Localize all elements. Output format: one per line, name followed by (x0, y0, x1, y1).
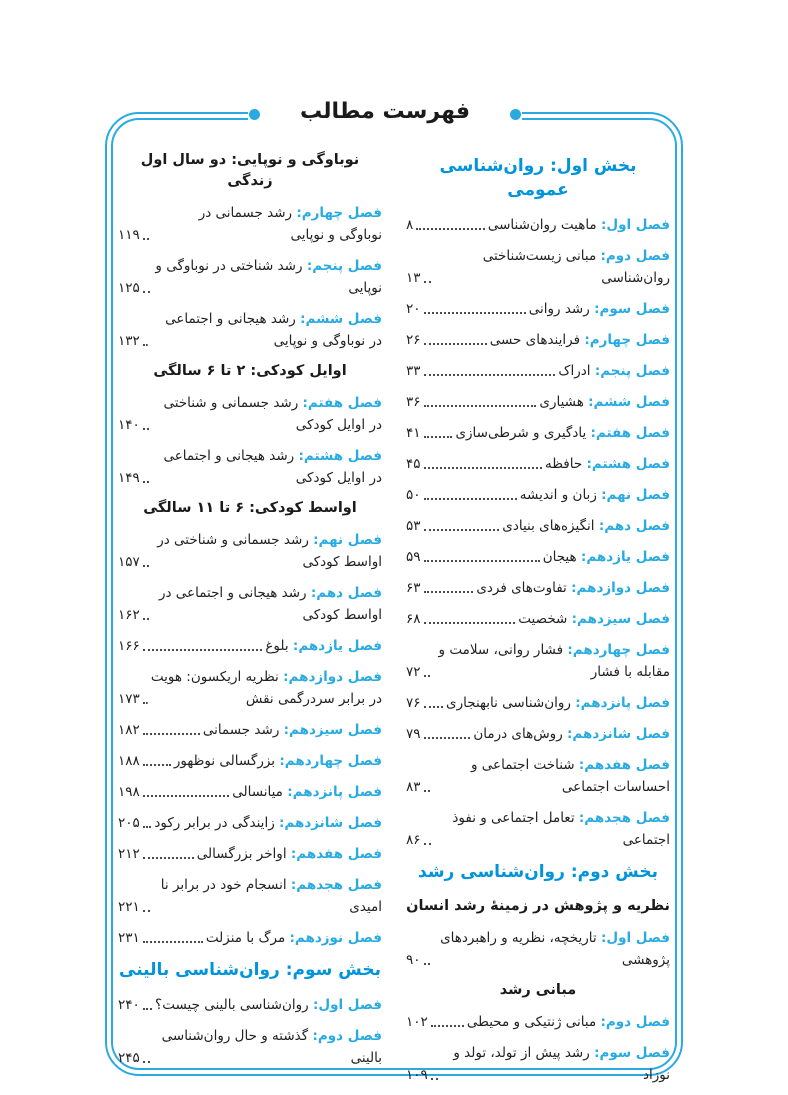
chapter-title: اواخر بزرگسالی (196, 846, 291, 862)
entry-text (433, 927, 670, 971)
page-number: ۱۷۳ (118, 691, 140, 707)
chapter-title: رشد هیجانی و اجتماعی در اواسط کودکی (158, 585, 382, 623)
entry-text (152, 392, 382, 436)
chapter-label: فصل اول: (312, 997, 382, 1013)
toc-entry (406, 245, 670, 289)
chapter-label: فصل نهم: (601, 487, 670, 503)
page-number: ۱۰۲ (406, 1014, 428, 1030)
dot-leader (424, 343, 487, 345)
page-number: ۹۰ (406, 952, 421, 968)
chapter-label: فصل ششم: (588, 394, 670, 410)
dot-leader (143, 649, 263, 651)
chapter-label: فصل دوم: (600, 1014, 670, 1030)
page-number: ۱۶۲ (118, 607, 140, 623)
toc-entry (406, 422, 670, 444)
page-number: ۱۴۹ (118, 470, 140, 486)
entry-text (152, 529, 382, 573)
entry-text (154, 812, 382, 834)
chapter-title: مرگ با منزلت (205, 930, 290, 946)
page-number: ۱۴۰ (118, 417, 140, 433)
chapter-label: فصل دوم: (312, 1028, 382, 1044)
chapter-title: رشد هیجانی و اجتماعی در اوایل کودکی (163, 448, 382, 486)
dot-leader (143, 941, 203, 943)
entry-text (545, 453, 670, 475)
entry-text (434, 245, 670, 289)
chapter-label: فصل یازدهم: (292, 638, 382, 654)
entry-text (151, 308, 382, 352)
dot-leader (424, 529, 500, 531)
page-number: ۲۶ (406, 332, 421, 348)
chapter-title: تاریخچه، نظریه و راهبردهای پژوهشی (440, 930, 670, 968)
section-header: اواسط کودکی: ۶ تا ۱۱ سالگی (143, 500, 357, 516)
part-header: بخش سوم: روان‌شناسی بالینی (119, 960, 381, 980)
title-band (248, 95, 522, 133)
toc-entry (406, 927, 670, 971)
entry-text (518, 608, 670, 630)
entry-text (433, 754, 670, 798)
toc-entry (406, 1011, 670, 1033)
chapter-title: مبانی ژنتیکی و محیطی (466, 1014, 601, 1030)
chapter-title: میانسالی (232, 784, 288, 800)
chapter-title: روان‌شناسی نابهنجاری (446, 695, 576, 711)
chapter-label: فصل هفتم: (590, 425, 670, 441)
chapter-label: فصل سوم: (594, 301, 670, 317)
dot-leader (143, 618, 149, 620)
entry-text (203, 719, 382, 741)
page-number: ۱۹۸ (118, 784, 140, 800)
chapter-label: فصل چهارم: (584, 332, 670, 348)
toc-entry (406, 692, 670, 714)
entry-text (433, 639, 670, 683)
toc-entry (406, 1042, 670, 1086)
chapter-label: فصل چهاردهم: (279, 753, 382, 769)
entry-text (490, 329, 670, 351)
dot-leader (424, 591, 474, 593)
toc-entry (406, 298, 670, 320)
dot-leader (143, 238, 150, 240)
page-number: ۴۵ (406, 456, 421, 472)
chapter-title: ماهیت روان‌شناسی (487, 217, 601, 233)
page-number: ۵۳ (406, 518, 421, 534)
toc-entry (118, 1025, 382, 1069)
entry-text (152, 582, 382, 626)
toc-entry (118, 308, 382, 352)
dot-leader (424, 963, 431, 965)
dot-leader (143, 1008, 152, 1010)
entry-text (153, 874, 382, 918)
chapter-title: رشد روانی (528, 301, 595, 317)
entry-text (152, 445, 382, 489)
chapter-label: فصل هفدهم: (578, 757, 670, 773)
chapter-title: رشد جسمانی (202, 722, 284, 738)
page-number: ۲۳۱ (118, 930, 140, 946)
entry-text (197, 843, 382, 865)
toc-entry (118, 812, 382, 834)
page-number: ۸ (406, 217, 414, 233)
page-number: ۷۹ (406, 726, 421, 742)
entry-text (152, 202, 382, 246)
page-number: ۱۳ (406, 270, 421, 286)
page-number: ۲۴۵ (118, 1050, 140, 1066)
border-end-dot-icon (249, 109, 260, 120)
entry-text (473, 723, 670, 745)
entry-text (265, 635, 382, 657)
dot-leader (143, 428, 149, 430)
dot-leader (143, 910, 150, 912)
chapter-title: رشد پیش از تولد، تولد و نوزاد (453, 1045, 670, 1083)
dot-leader (431, 1025, 464, 1027)
toc-entry (118, 635, 382, 657)
dot-leader (143, 565, 149, 567)
toc-entry (406, 754, 670, 798)
entry-text (558, 360, 670, 382)
chapter-title: تفاوت‌های فردی (476, 580, 572, 596)
chapter-title: بزرگسالی نوظهور (173, 753, 280, 769)
chapter-title: فشار روانی، سلامت و مقابله با فشار (438, 642, 670, 680)
toc-entry (406, 807, 670, 851)
toc-entry (406, 723, 670, 745)
chapter-title: زبان و اندیشه (519, 487, 602, 503)
dot-leader (424, 790, 430, 792)
toc-entry (118, 750, 382, 772)
page-number: ۱۸۲ (118, 722, 140, 738)
chapter-label: فصل هشتم: (586, 456, 670, 472)
page-number: ۱۰۹ (406, 1067, 428, 1083)
chapter-label: فصل هفتم: (302, 395, 382, 411)
toc-entry (406, 608, 670, 630)
toc-entry (406, 391, 670, 413)
entry-text (232, 781, 382, 803)
chapter-label: فصل هفدهم: (290, 846, 382, 862)
dot-leader (143, 826, 152, 828)
entry-text (206, 927, 382, 949)
chapter-label: فصل دهم: (598, 518, 670, 534)
page-number: ۲۰۵ (118, 815, 140, 831)
chapter-label: فصل هشتم: (298, 448, 382, 464)
page-number: ۸۶ (406, 832, 421, 848)
page-number: ۱۵۷ (118, 554, 140, 570)
entry-text (434, 807, 670, 851)
page-number: ۶۳ (406, 580, 421, 596)
page-number: ۴۱ (406, 425, 421, 441)
entry-text (502, 515, 670, 537)
page-number: ۵۹ (406, 549, 421, 565)
toc-entry (118, 582, 382, 626)
dot-leader (416, 228, 485, 230)
toc-entry (406, 360, 670, 382)
chapter-label: فصل دهم: (310, 585, 382, 601)
chapter-title: رشد جسمانی و شناختی در اوایل کودکی (163, 395, 382, 433)
toc-entry (118, 994, 382, 1016)
dot-leader (424, 675, 430, 677)
toc-column-left (118, 146, 382, 1095)
entry-text (151, 666, 382, 710)
toc-entry (406, 453, 670, 475)
chapter-title: بلوغ (265, 638, 293, 654)
chapter-title: انسجام خود در برابر نا امیدی (160, 877, 382, 915)
toc-entry (118, 666, 382, 710)
dot-leader (143, 733, 200, 735)
chapter-label: فصل پانزدهم: (287, 784, 382, 800)
toc-entry (118, 529, 382, 573)
chapter-title: حافظه (544, 456, 587, 472)
section-header: مبانی رشد (499, 982, 577, 998)
toc-column-right (406, 146, 670, 1095)
chapter-title: هشیاری (539, 394, 589, 410)
chapter-title: ادراک (558, 363, 595, 379)
page-number: ۱۸۸ (118, 753, 140, 769)
page-number: ۳۶ (406, 394, 421, 410)
border-end-dot-icon (510, 109, 521, 120)
chapter-title: مبانی زیست‌شناختی روان‌شناسی (482, 248, 670, 286)
dot-leader (424, 312, 526, 314)
page-number: ۸۳ (406, 779, 421, 795)
page-title: فهرست مطالب (299, 99, 471, 124)
chapter-label: فصل پنجم: (594, 363, 670, 379)
toc-entry (406, 214, 670, 236)
toc-entry (118, 719, 382, 741)
chapter-title: رشد جسمانی در نوباوگی و نوپایی (198, 205, 382, 243)
toc-entry (406, 515, 670, 537)
page-number: ۵۰ (406, 487, 421, 503)
section-header: اوایل کودکی: ۲ تا ۶ سالگی (153, 363, 347, 379)
dot-leader (424, 706, 444, 708)
toc-entry (118, 843, 382, 865)
chapter-label: فصل سوم: (594, 1045, 670, 1061)
dot-leader (143, 702, 148, 704)
dot-leader (424, 560, 540, 562)
toc-columns (118, 146, 670, 1095)
chapter-title: روش‌های درمان (473, 726, 568, 742)
toc-entry (118, 927, 382, 949)
toc-entry (118, 445, 382, 489)
page-number: ۱۶۶ (118, 638, 140, 654)
chapter-label: فصل دوازدهم: (571, 580, 670, 596)
chapter-title: زایندگی در برابر رکود (154, 815, 280, 831)
chapter-title: روان‌شناسی بالینی چیست؟ (155, 997, 313, 1013)
dot-leader (424, 843, 431, 845)
dot-leader (424, 498, 517, 500)
page-number: ۶۸ (406, 611, 421, 627)
entry-text (529, 298, 670, 320)
toc-entry (406, 329, 670, 351)
chapter-title: رشد شناختی در نوباوگی و نوپایی (155, 258, 382, 296)
part-header: بخش اول: روان‌شناسی عمومی (439, 156, 637, 200)
page-number: ۱۲۵ (118, 280, 140, 296)
entry-text (153, 1025, 382, 1069)
toc-entry (406, 546, 670, 568)
page-number: ۲۲۱ (118, 899, 140, 915)
entry-text (446, 692, 670, 714)
chapter-label: فصل شانزدهم: (567, 726, 670, 742)
entry-text (543, 546, 670, 568)
section-header: نظریه و پژوهش در زمینهٔ رشد انسان (406, 898, 670, 914)
entry-text (488, 214, 670, 236)
chapter-label: فصل نهم: (313, 532, 382, 548)
dot-leader (143, 764, 171, 766)
section-header: نوباوگی و نوپایی: دو سال اول زندگی (140, 152, 360, 189)
page-number: ۷۲ (406, 664, 421, 680)
chapter-label: فصل نوزدهم: (289, 930, 382, 946)
chapter-label: فصل اول: (600, 930, 670, 946)
dot-leader (424, 436, 453, 438)
dot-leader (424, 281, 431, 283)
toc-entry (406, 577, 670, 599)
dot-leader (143, 481, 149, 483)
chapter-title: شخصیت (518, 611, 572, 627)
chapter-title: رشد جسمانی و شناختی در اواسط کودکی (157, 532, 382, 570)
dot-leader (143, 1061, 150, 1063)
toc-entry (118, 255, 382, 299)
chapter-label: فصل اول: (600, 217, 670, 233)
dot-leader (424, 374, 556, 376)
entry-text (539, 391, 670, 413)
chapter-label: فصل پنجم: (306, 258, 382, 274)
chapter-title: هیجان (542, 549, 581, 565)
dot-leader (424, 622, 516, 624)
dot-leader (431, 1078, 438, 1080)
entry-text (476, 577, 670, 599)
toc-entry (118, 874, 382, 918)
entry-text (520, 484, 670, 506)
part-header: بخش دوم: روان‌شناسی رشد (418, 862, 658, 882)
chapter-label: فصل دوازدهم: (283, 669, 382, 685)
toc-entry (118, 202, 382, 246)
chapter-label: فصل یازدهم: (580, 549, 670, 565)
toc-entry (406, 484, 670, 506)
dot-leader (143, 291, 150, 293)
entry-text (174, 750, 382, 772)
chapter-label: فصل دوم: (600, 248, 670, 264)
dot-leader (143, 344, 149, 346)
dot-leader (424, 467, 542, 469)
chapter-label: فصل سیزدهم: (571, 611, 670, 627)
page-number: ۱۳۲ (118, 333, 140, 349)
dot-leader (143, 795, 229, 797)
chapter-label: فصل هجدهم: (578, 810, 670, 826)
entry-text (153, 255, 382, 299)
entry-text (467, 1011, 670, 1033)
chapter-title: انگیزه‌های بنیادی (502, 518, 599, 534)
entry-text (441, 1042, 670, 1086)
chapter-title: فرایندهای حسی (489, 332, 585, 348)
dot-leader (424, 405, 537, 407)
chapter-label: فصل چهارم: (296, 205, 382, 221)
page-number: ۲۱۲ (118, 846, 140, 862)
chapter-title: شناخت اجتماعی و احساسات اجتماعی (470, 757, 670, 795)
chapter-title: رشد هیجانی و اجتماعی در نوباوگی و نوپایی (165, 311, 382, 349)
page-number: ۳۳ (406, 363, 421, 379)
dot-leader (143, 857, 194, 859)
page-number: ۱۱۹ (118, 227, 140, 243)
page-number: ۲۴۰ (118, 997, 140, 1013)
toc-entry (406, 639, 670, 683)
page-number: ۲۰ (406, 301, 421, 317)
chapter-label: فصل ششم: (300, 311, 382, 327)
toc-entry (118, 781, 382, 803)
chapter-label: فصل سیزدهم: (283, 722, 382, 738)
chapter-title: گذشته و حال روان‌شناسی بالینی (161, 1028, 382, 1066)
chapter-title: یادگیری و شرطی‌سازی (455, 425, 591, 441)
toc-entry (118, 392, 382, 436)
chapter-label: فصل پانزدهم: (575, 695, 670, 711)
entry-text (155, 994, 382, 1016)
page-number: ۷۶ (406, 695, 421, 711)
chapter-label: فصل چهاردهم: (567, 642, 670, 658)
entry-text (455, 422, 670, 444)
chapter-title: تعامل اجتماعی و نفوذ اجتماعی (452, 810, 670, 848)
chapter-title: نظریه اریکسون: هویت در برابر سردرگمی نقش (150, 669, 382, 707)
chapter-label: فصل هجدهم: (290, 877, 382, 893)
dot-leader (424, 737, 471, 739)
chapter-label: فصل شانزدهم: (279, 815, 382, 831)
